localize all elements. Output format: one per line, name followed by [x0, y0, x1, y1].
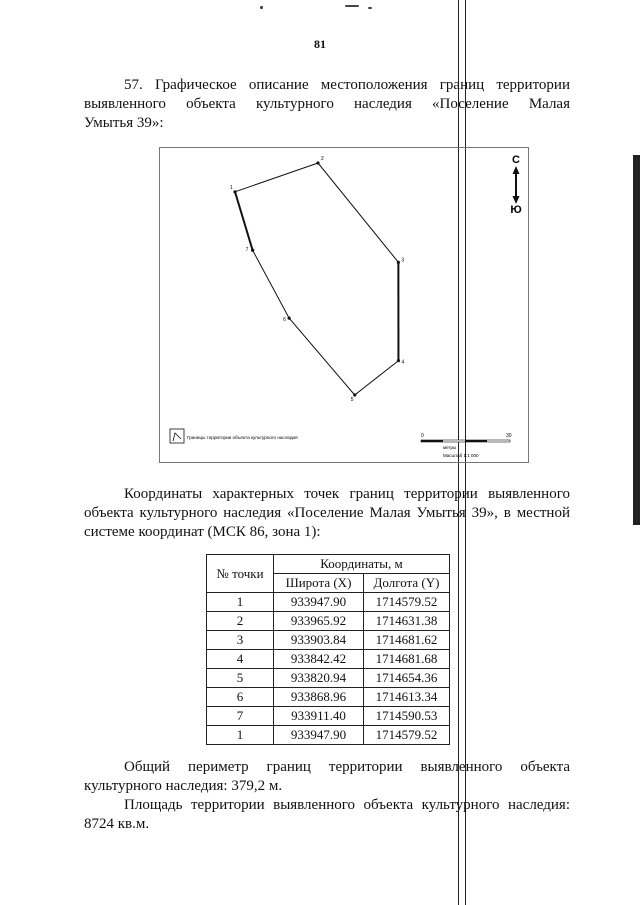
- boundary-polygon: [235, 163, 399, 395]
- cell-point-number: 3: [207, 631, 274, 650]
- header-latitude: Широта (X): [274, 574, 364, 593]
- header-coordinates: Координаты, м: [274, 555, 450, 574]
- area-text: [84, 796, 570, 834]
- intro-line: объекта культурного наследия «Поселение Малая Умытья 39», в местной: [84, 505, 570, 521]
- cell-longitude: 1714579.52: [364, 726, 450, 745]
- north-arrow-icon: [510, 154, 521, 216]
- perimeter-text: [84, 758, 570, 796]
- cell-point-number: 6: [207, 688, 274, 707]
- boundary-vertex: [251, 249, 254, 252]
- cell-latitude: 933965.92: [274, 612, 364, 631]
- table-row: [207, 631, 450, 650]
- vertex-label: 3: [401, 257, 405, 264]
- area-line: 8724 кв.м.: [84, 816, 150, 832]
- boundary-vertex: [397, 261, 400, 264]
- page-number: 81: [314, 37, 326, 51]
- cell-point-number: 5: [207, 669, 274, 688]
- heading-line: Умытья 39»:: [84, 115, 164, 131]
- table-row: [207, 669, 450, 688]
- cell-latitude: 933842.42: [274, 650, 364, 669]
- cell-longitude: 1714579.52: [364, 593, 450, 612]
- intro-line: системе координат (МСК 86, зона 1):: [84, 524, 321, 540]
- vertex-label: 2: [320, 156, 324, 162]
- vertex-label: 7: [245, 247, 249, 254]
- legend-symbol-icon: [170, 429, 184, 443]
- scale-bar: [421, 433, 512, 458]
- cell-longitude: 1714654.36: [364, 669, 450, 688]
- table-row: [207, 688, 450, 707]
- cell-longitude: 1714613.34: [364, 688, 450, 707]
- boundary-map-canvas: [160, 148, 528, 462]
- scale-start: 0: [421, 433, 424, 439]
- table-row: [207, 593, 450, 612]
- cell-point-number: 7: [207, 707, 274, 726]
- header-point-number: № точки: [207, 555, 274, 593]
- cell-point-number: 4: [207, 650, 274, 669]
- cell-latitude: 933911.40: [274, 707, 364, 726]
- coordinates-table: [206, 554, 450, 745]
- cell-latitude: 933868.96: [274, 688, 364, 707]
- vertex-label: 1: [230, 184, 233, 191]
- area-line: Площадь территории выявленного объекта культурного наследия:: [124, 797, 570, 813]
- vertex-label: 5: [350, 396, 354, 403]
- scan-speck: [345, 5, 359, 7]
- scale-unit: метры: [443, 445, 457, 450]
- cell-latitude: 933947.90: [274, 726, 364, 745]
- scale-end: 30: [506, 433, 512, 439]
- cell-latitude: 933947.90: [274, 593, 364, 612]
- section-heading: [84, 76, 570, 133]
- table-row: [207, 726, 450, 745]
- boundary-vertex: [288, 317, 291, 320]
- legend-text: Границы территории объекта культурного наследия: [187, 435, 298, 440]
- boundary-vertex: [233, 190, 236, 193]
- cell-point-number: 2: [207, 612, 274, 631]
- perimeter-line: Общий периметр границ территории выявленного объекта: [124, 759, 570, 775]
- cell-longitude: 1714681.62: [364, 631, 450, 650]
- heading-line: выявленного объекта культурного наследия «Поселение Малая: [84, 96, 570, 112]
- scan-edge-artifact: [633, 155, 640, 525]
- intro-line: Координаты характерных точек границ территории выявленного: [124, 486, 570, 502]
- boundary-vertices: [230, 156, 404, 403]
- boundary-vertex: [353, 393, 356, 396]
- cell-latitude: 933903.84: [274, 631, 364, 650]
- boundary-vertex: [316, 161, 319, 164]
- cell-longitude: 1714590.53: [364, 707, 450, 726]
- scan-speck: [260, 6, 263, 9]
- cell-longitude: 1714631.38: [364, 612, 450, 631]
- scan-speck: [368, 7, 372, 9]
- compass-north: С: [512, 154, 520, 166]
- boundary-vertex: [397, 359, 400, 362]
- compass-south: Ю: [510, 204, 522, 216]
- vertex-label: 4: [401, 359, 405, 366]
- cell-point-number: 1: [207, 726, 274, 745]
- table-row: [207, 707, 450, 726]
- header-longitude: Долгота (Y): [364, 574, 450, 593]
- table-row: [207, 650, 450, 669]
- cell-point-number: 1: [207, 593, 274, 612]
- coordinates-intro: [84, 485, 570, 542]
- scale-caption: Масштаб 1:1 000: [443, 453, 479, 458]
- cell-longitude: 1714681.68: [364, 650, 450, 669]
- table-row: [207, 612, 450, 631]
- table-header-row: [207, 555, 450, 574]
- heading-line: 57. Графическое описание местоположения границ территории: [124, 77, 570, 93]
- cell-latitude: 933820.94: [274, 669, 364, 688]
- boundary-map: [159, 147, 529, 463]
- vertex-label: 6: [283, 317, 286, 324]
- boundary-segment: [235, 192, 253, 250]
- perimeter-line: культурного наследия: 379,2 м.: [84, 778, 283, 794]
